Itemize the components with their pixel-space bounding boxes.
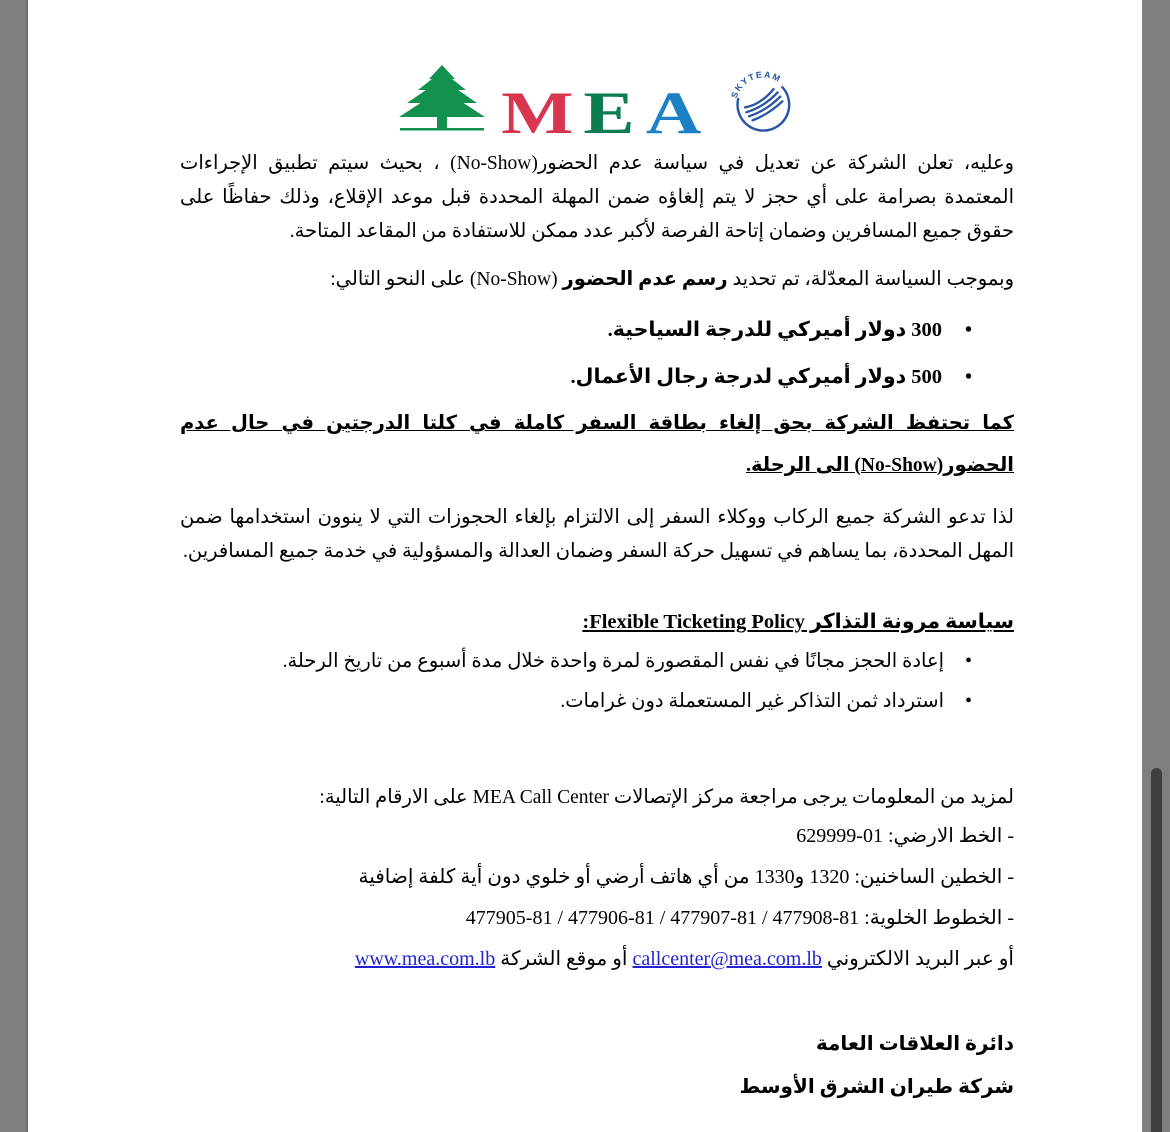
contact-line-hotlines: - الخطين الساخنين: 1320 و1330 من أي هاتف أرضي أو خلوي دون أية كلفة إضافية	[358, 866, 1014, 888]
policy-fee-intro	[180, 263, 1014, 297]
logo-letter-m: M	[501, 80, 574, 146]
svg-text:SKYTEAM: SKYTEAM	[729, 69, 784, 100]
flex-item-refund: • استرداد ثمن التذاكر غير المستعملة دون غرامات.	[180, 687, 972, 717]
fees-list	[180, 316, 1014, 391]
fee-intro-text: وبموجب السياسة المعدّلة، تم تحديد	[727, 269, 1014, 290]
footer-company: شركة طيران الشرق الأوسط	[739, 1076, 1014, 1098]
email-link[interactable]: callcenter@mea.com.lb	[632, 948, 822, 970]
cancellation-notice: كما تحتفظ الشركة بحق إلغاء بطاقة السفر كاملة في كلتا الدرجتين في حال عدم الحضور(No-Show) الى الرحلة.	[180, 413, 1014, 476]
email-line-text: أو عبر البريد الالكتروني	[821, 948, 1014, 970]
fee-intro-bold-phrase: رسم عدم الحضور	[562, 269, 728, 290]
contact-line-landline: - الخط الارضي: 01-629999	[796, 825, 1014, 847]
footer-department: دائرة العلاقات العامة	[815, 1033, 1014, 1055]
fee-intro-tail: (No-Show) على النحو التالي:	[330, 269, 563, 290]
mea-wordmark	[496, 80, 708, 146]
flexible-policy-list	[180, 647, 1014, 717]
skyteam-logo-icon	[728, 68, 796, 136]
scroll-gutter-left	[0, 0, 28, 1132]
flexible-policy-heading-text: سياسة مرونة التذاكر Flexible Ticketing Policy:	[582, 611, 1014, 633]
flex-item-rebooking: • إعادة الحجز مجانًا في نفس المقصورة لمرة واحدة خلال مدة أسبوع من تاريخ الرحلة.	[180, 647, 972, 677]
contact-email-line	[180, 939, 1014, 979]
passenger-advice-paragraph: لذا تدعو الشركة جميع الركاب ووكلاء السفر إلى الالتزام بإلغاء الحجوزات التي لا ينوون استخدامها ضمن المهل المحددة، بما يساهم في تسهيل حركة السفر وضمان العدالة والمسؤولية في خدمة جميع المسافرين.	[180, 507, 1014, 562]
flexible-policy-heading	[180, 607, 1014, 637]
email-line-mid-text: أو موقع الشركة	[495, 948, 633, 970]
document-page	[30, 0, 1142, 1132]
fee-item-business: • 500 دولار أميركي لدرجة رجال الأعمال.	[180, 363, 972, 391]
scrollbar-track[interactable]	[1142, 0, 1170, 1132]
policy-intro-paragraph: وعليه، تعلن الشركة عن تعديل في سياسة عدم الحضور(No-Show) ، بحيث سيتم تطبيق الإجراءات المعتمدة بصرامة على أي حجز لا يتم إلغاؤه ضمن المهلة المحددة قبل موعد الإقلاع، وذلك حفاظًا على حقوق جميع المسافرين وضمان إتاحة الفرصة لأكبر عدد ممكن للاستفادة من المقاعد المتاحة.	[180, 153, 1014, 242]
cedar-tree-icon	[398, 64, 486, 134]
mea-logo	[180, 58, 1014, 146]
fee-item-economy: • 300 دولار أميركي للدرجة السياحية.	[180, 316, 972, 344]
logo-letter-a: A	[645, 80, 702, 146]
website-link[interactable]: www.mea.com.lb	[354, 948, 496, 970]
contact-intro: لمزيد من المعلومات يرجى مراجعة مركز الإتصالات MEA Call Center على الارقام التالية:	[319, 787, 1014, 808]
contact-line-mobile: - الخطوط الخلوية: 81-477908 / 81-477907 / 81-477906 / 81-477905	[465, 907, 1014, 929]
scrollbar-thumb[interactable]	[1151, 768, 1162, 1132]
document-content	[180, 0, 1014, 1102]
logo-letter-e: E	[583, 80, 635, 146]
